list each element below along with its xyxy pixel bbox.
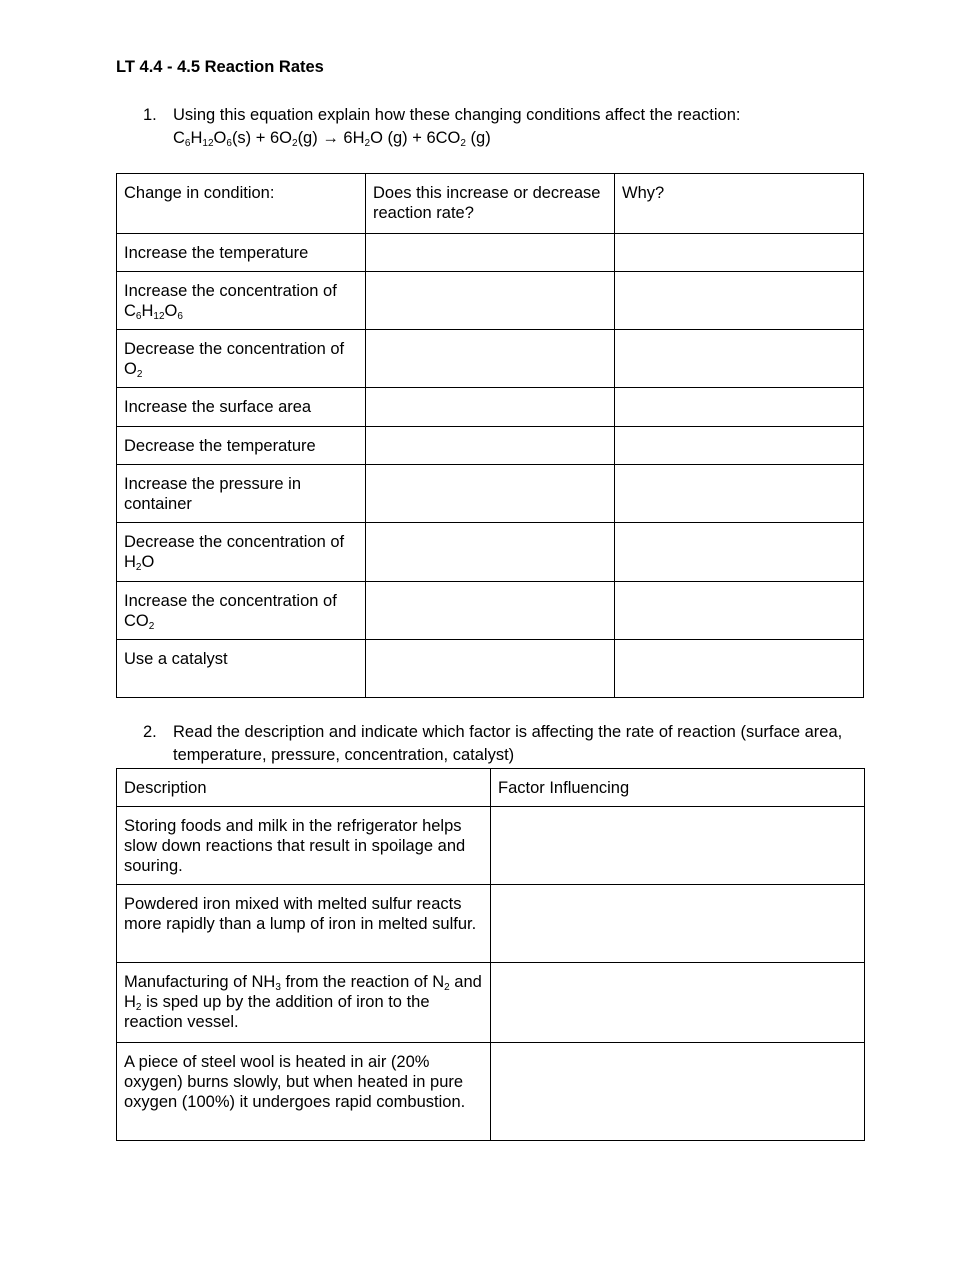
condition-cell: Decrease the concentration of $H_2O$ — [117, 523, 366, 582]
why-cell[interactable] — [615, 388, 864, 427]
table-row — [117, 582, 864, 640]
table-row — [117, 523, 864, 582]
table-row — [117, 640, 864, 698]
why-cell[interactable] — [615, 465, 864, 523]
question-prompt: Read the description and indicate which factor is affecting the rate of reaction (surface area, temperature, pressure, concentration, catalyst) — [173, 723, 843, 764]
conditions-table — [116, 173, 864, 698]
description-cell: Manufacturing of $NH_3$ from the reaction of $N_2$ and $H_2$ is sped up by the addition of iron to the reaction vessel. — [117, 963, 491, 1043]
condition-cell: Increase the concentration of $C_6H_{12}O_6$ — [117, 272, 366, 330]
answer-cell[interactable] — [366, 582, 615, 640]
factors-table — [116, 768, 865, 1141]
chemical-equation: $C_6H_{12}O_6(s) + 6O_2(g) \to 6H_2O$ $(g) + 6CO_2$ (g) — [173, 129, 491, 149]
answer-cell[interactable] — [366, 272, 615, 330]
table-row — [117, 388, 864, 427]
question-prompt: Using this equation explain how these changing conditions affect the reaction: — [173, 106, 741, 124]
question-number: 2. — [143, 723, 157, 741]
condition-cell: Decrease the temperature — [117, 427, 366, 465]
description-cell: A piece of steel wool is heated in air (20% oxygen) burns slowly, but when heated in pure oxygen (100%) it undergoes rapid combustion. — [117, 1043, 491, 1141]
answer-cell[interactable] — [366, 465, 615, 523]
answer-cell[interactable] — [366, 330, 615, 388]
header-cell: Why? — [615, 174, 864, 234]
description-cell: Powdered iron mixed with melted sulfur reacts more rapidly than a lump of iron in melted sulfur. — [117, 885, 491, 963]
factor-cell[interactable] — [491, 885, 865, 963]
answer-cell[interactable] — [366, 523, 615, 582]
table-row — [117, 807, 865, 885]
why-cell[interactable] — [615, 582, 864, 640]
table-row — [117, 465, 864, 523]
table-row — [117, 885, 865, 963]
condition-cell: Decrease the concentration of $O_2$ — [117, 330, 366, 388]
condition-cell: Increase the concentration of $CO_2$ — [117, 582, 366, 640]
header-cell: Description — [117, 769, 491, 807]
header-cell: Change in condition: — [117, 174, 366, 234]
table-row — [117, 963, 865, 1043]
table-row — [117, 272, 864, 330]
condition-cell: Use a catalyst — [117, 640, 366, 698]
factor-cell[interactable] — [491, 1043, 865, 1141]
why-cell[interactable] — [615, 272, 864, 330]
header-cell: Does this increase or decrease reaction rate? — [366, 174, 615, 234]
condition-cell: Increase the pressure in container — [117, 465, 366, 523]
question-number: 1. — [143, 106, 157, 124]
table-row — [117, 427, 864, 465]
answer-cell[interactable] — [366, 427, 615, 465]
why-cell[interactable] — [615, 640, 864, 698]
why-cell[interactable] — [615, 427, 864, 465]
table-header-row — [117, 769, 865, 807]
condition-cell: Increase the temperature — [117, 234, 366, 272]
answer-cell[interactable] — [366, 388, 615, 427]
header-cell: Factor Influencing — [491, 769, 865, 807]
question-2 — [143, 721, 863, 767]
answer-cell[interactable] — [366, 640, 615, 698]
factor-cell[interactable] — [491, 807, 865, 885]
table-row — [117, 1043, 865, 1141]
table-header-row — [117, 174, 864, 234]
why-cell[interactable] — [615, 523, 864, 582]
answer-cell[interactable] — [366, 234, 615, 272]
table-row — [117, 330, 864, 388]
question-1 — [143, 104, 863, 150]
why-cell[interactable] — [615, 234, 864, 272]
factor-cell[interactable] — [491, 963, 865, 1043]
page-title: LT 4.4 - 4.5 Reaction Rates — [116, 58, 324, 76]
table-row — [117, 234, 864, 272]
description-cell: Storing foods and milk in the refrigerator helps slow down reactions that result in spoilage and souring. — [117, 807, 491, 885]
why-cell[interactable] — [615, 330, 864, 388]
condition-cell: Increase the surface area — [117, 388, 366, 427]
